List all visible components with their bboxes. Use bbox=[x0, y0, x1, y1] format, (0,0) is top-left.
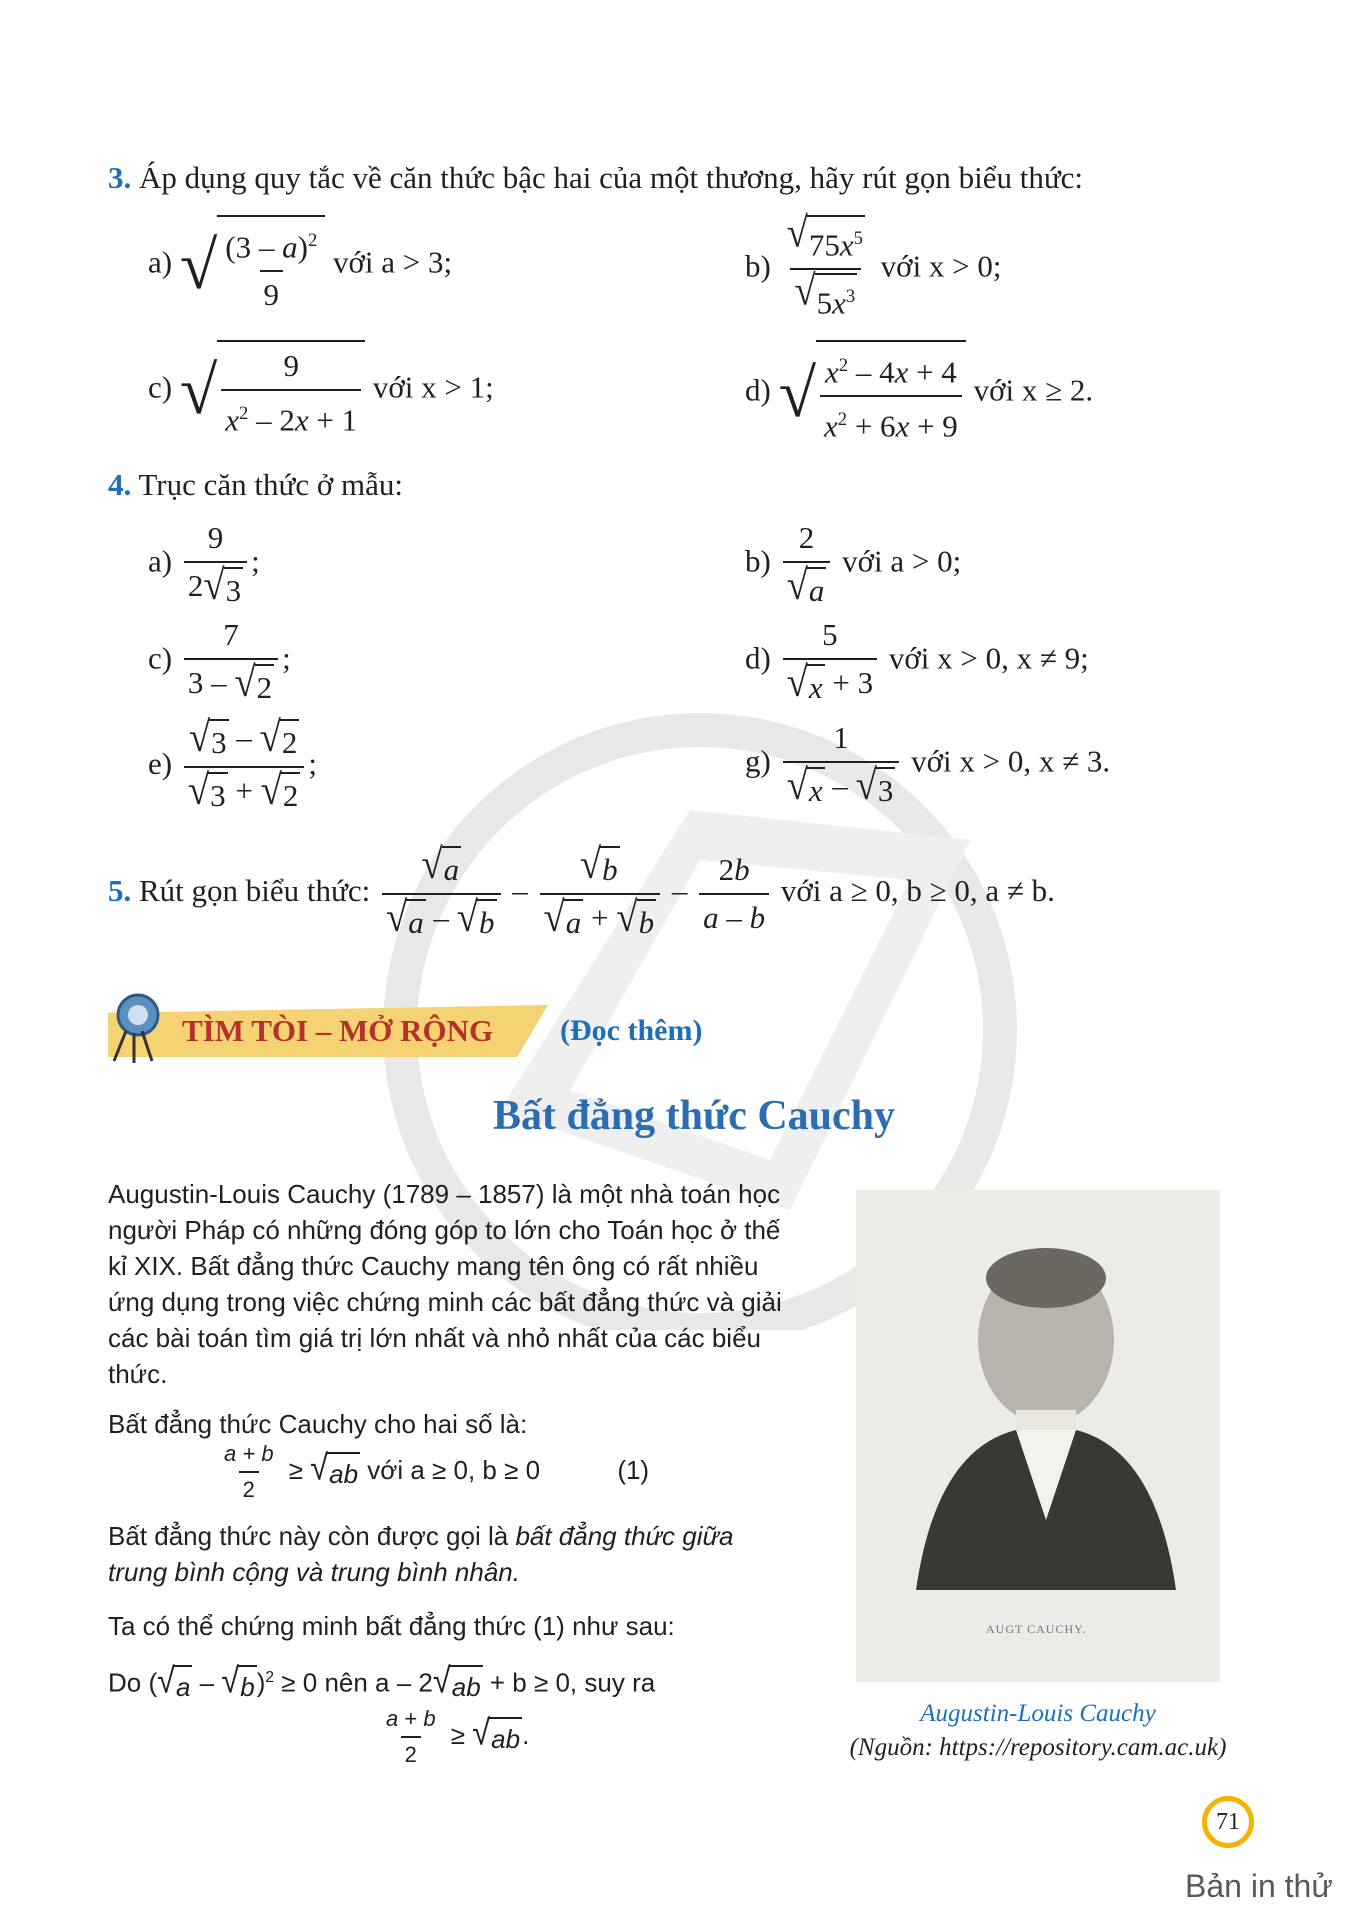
reading-para-1: Augustin-Louis Cauchy (1789 – 1857) là một nhà toán học người Pháp có những đóng góp to lớn cho Toán học ở thế kỉ XIX. Bất đẳng thức Cauchy mang tên ông có rất nhiều ứng dụng trong việc chứng minh các bất đẳng thức và giải các bài toán tìm giá trị lớn nhất và nhỏ nhất của các biểu thức. bbox=[108, 1179, 782, 1389]
cauchy-formula: $\frac{a + b}{2}$ ≥ √ ab với a ≥ 0, b ≥ 0 (1) bbox=[224, 1441, 650, 1502]
section-banner bbox=[108, 1005, 548, 1057]
page-number: 71 bbox=[1216, 1808, 1240, 1835]
exercise-4g: g) 1 √ x – √ 3 với x > 0, x ≠ 3. bbox=[745, 718, 1110, 811]
exercise-4b: b) 2 √ a với a > 0; bbox=[745, 518, 961, 611]
cauchy-portrait bbox=[856, 1190, 1220, 1682]
portrait-engraving-icon bbox=[856, 1190, 1220, 1682]
draft-watermark: Bản in thử bbox=[1185, 1868, 1333, 1904]
page-number-badge bbox=[1202, 1796, 1254, 1848]
exercise-3-prompt: 3. Áp dụng quy tắc về căn thức bậc hai của một thương, hãy rút gọn biểu thức: bbox=[108, 160, 1084, 195]
exercise-4d: d) 5 √ x + 3 với x > 0, x ≠ 9; bbox=[745, 615, 1089, 708]
telescope-icon bbox=[104, 991, 162, 1065]
reading-para-2: Bất đẳng thức Cauchy cho hai số là: bbox=[108, 1409, 528, 1439]
reading-para-4: Ta có thể chứng minh bất đẳng thức (1) như sau: bbox=[108, 1611, 675, 1641]
exercise-4-prompt: 4. Trục căn thức ở mẫu: bbox=[108, 467, 403, 502]
portrait-caption: Augustin-Louis Cauchy bbox=[920, 1700, 1156, 1727]
section-note: (Đọc thêm) bbox=[560, 1014, 703, 1047]
exercise-3a: a) √ $\frac{(3 - a)^2}{9}$ với a > 3; bbox=[148, 215, 452, 315]
proof-result: $\frac{a + b}{2}$ ≥ √ ab . bbox=[386, 1706, 530, 1767]
portrait-inscription: AUGT CAUCHY. bbox=[986, 1622, 1087, 1636]
exercise-3b: b) √ $75x^5$ √ $5x^3$ với x > 0; bbox=[745, 215, 1002, 324]
proof-line: Do ( √ a – √ b )$^2$ ≥ 0 nên a – 2 √ ab + b ≥ 0, suy ra bbox=[108, 1660, 655, 1705]
exercise-4e: e) √ 3 – √ 2 √ 3 + √ 2 ; bbox=[148, 718, 317, 816]
reading-para-3: Bất đẳng thức này còn được gọi là bất đẳng thức giữa trung bình cộng và trung bình nhân. bbox=[108, 1521, 734, 1587]
exercise-3c: c) √ $\frac{9}{x^2 - 2x + 1}$ với x > 1; bbox=[148, 340, 494, 440]
exercise-4c: c) 7 3 – √ 2 ; bbox=[148, 615, 291, 708]
exercise-5: 5. Rút gọn biểu thức: √ a √ a – √ b – √ b √ a + √ b – $\frac{2b}{a - b}$ với a ≥ 0, b ≥ 0, a ≠ b. bbox=[108, 845, 1055, 943]
portrait-source: (Nguồn: https://repository.cam.ac.uk) bbox=[849, 1734, 1227, 1761]
section-banner-label: TÌM TÒI – MỞ RỘNG bbox=[182, 1013, 494, 1048]
section-title: Bất đẳng thức Cauchy bbox=[492, 1093, 896, 1139]
exercise-3d: d) √ $\frac{x^2 - 4x + 4}{x^2 + 6x + 9}$ với x ≥ 2. bbox=[745, 340, 1093, 447]
exercise-4a: a) 9 2 √ 3 ; bbox=[148, 518, 260, 611]
